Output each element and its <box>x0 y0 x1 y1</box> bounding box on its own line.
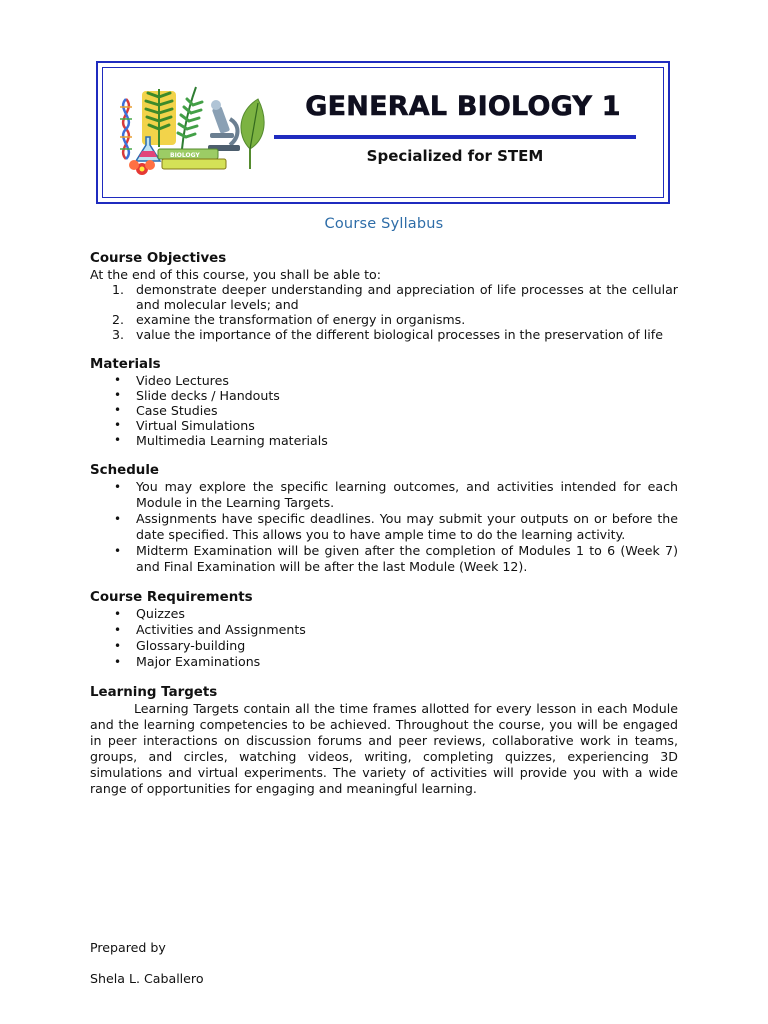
schedule-list <box>90 479 678 575</box>
materials-section <box>90 357 678 448</box>
list-number: 3. <box>112 327 125 342</box>
materials-heading: Materials <box>90 357 161 372</box>
list-item: • You may explore the specific learning outcomes, and activities intended for each Module in the Learning Targets. <box>90 479 678 511</box>
prepared-by-label: Prepared by <box>90 940 166 955</box>
list-item: • Midterm Examination will be given after the completion of Modules 1 to 6 (Week 7) and Final Examination will be after the last Module (Week 12). <box>90 543 678 575</box>
objective-text: demonstrate deeper understanding and appreciation of life processes at the cellular and molecular levels; and <box>136 282 678 312</box>
dna-helix-icon <box>120 99 132 159</box>
requirements-section <box>90 590 678 670</box>
requirements-list <box>90 606 678 670</box>
course-subtitle: Specialized for STEM <box>366 147 544 165</box>
books-icon <box>158 149 226 169</box>
title-underline <box>274 135 636 139</box>
list-number: 2. <box>112 312 125 327</box>
document-title: Course Syllabus <box>324 216 444 232</box>
list-item <box>90 312 678 327</box>
learning-targets-section <box>90 685 678 797</box>
materials-list <box>90 373 678 448</box>
list-item: • Activities and Assignments <box>90 622 678 638</box>
schedule-section <box>90 463 678 575</box>
list-item: • Video Lectures <box>90 373 678 388</box>
objective-text: examine the transformation of energy in organisms. <box>136 312 466 327</box>
objective-text: value the importance of the different biological processes in the preservation of life <box>136 327 663 342</box>
course-title: GENERAL BIOLOGY 1 <box>305 91 621 122</box>
requirements-heading: Course Requirements <box>90 590 253 605</box>
objectives-heading: Course Objectives <box>90 251 227 266</box>
leaf-icon <box>241 99 264 169</box>
learning-targets-text: Learning Targets contain all the time frames allotted for every lesson in each Module and the learning competencies to be achieved. Throughout the course, you will be engaged in peer interactions on discussion forums and peer reviews, collaborative work in teams, groups, and circles, watching videos, writing, completing quizzes, experiencing 3D simulations and virtual experiments. The variety of activities will provide you with a wide range of opportunities for engaging and meaningful learning. <box>90 701 678 796</box>
list-item: • Quizzes <box>90 606 678 622</box>
preparer-name: Shela L. Caballero <box>90 971 204 986</box>
objectives-list <box>90 282 678 342</box>
objectives-section <box>90 251 678 342</box>
objectives-intro: At the end of this course, you shall be able to: <box>90 267 381 282</box>
list-item: • Slide decks / Handouts <box>90 388 678 403</box>
biology-illustration-icon <box>112 79 272 179</box>
list-item: • Multimedia Learning materials <box>90 433 678 448</box>
list-item: • Case Studies <box>90 403 678 418</box>
list-item: • Glossary-building <box>90 638 678 654</box>
schedule-heading: Schedule <box>90 463 159 478</box>
list-item: • Major Examinations <box>90 654 678 670</box>
learning-targets-heading: Learning Targets <box>90 685 218 700</box>
list-item <box>90 282 678 312</box>
syllabus-content <box>90 251 678 797</box>
list-item: • Assignments have specific deadlines. You may submit your outputs on or before the date specified. This allows you to have ample time to do the learning activity. <box>90 511 678 543</box>
list-item <box>90 327 678 342</box>
flower-icon <box>129 160 155 175</box>
book-label: BIOLOGY <box>170 152 200 159</box>
list-item: • Virtual Simulations <box>90 418 678 433</box>
fern-icon <box>178 87 202 149</box>
course-banner <box>96 61 670 204</box>
list-number: 1. <box>112 282 125 297</box>
microscope-icon <box>208 100 240 151</box>
